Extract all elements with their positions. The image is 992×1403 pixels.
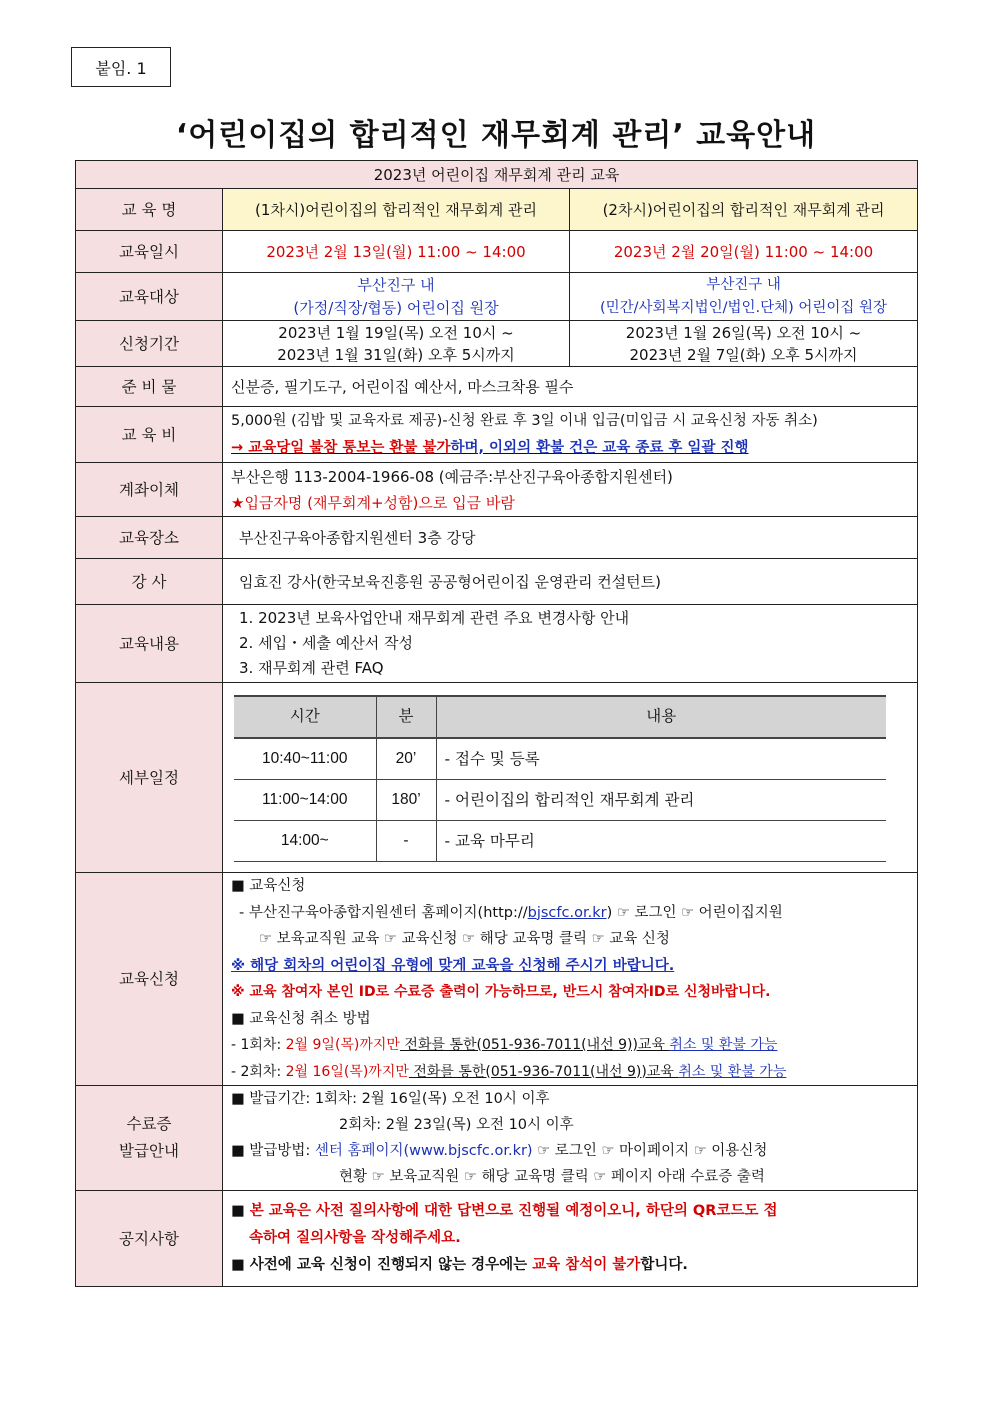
fee-line1: 5,000원 (김밥 및 교육자료 제공)-신청 완료 후 3일 이내 입금(미입금 시 교육신청 자동 취소) — [231, 412, 818, 429]
apply-2-line1: 2023년 1월 26일(목) 오전 10시 ~ — [625, 323, 862, 342]
notice-cell — [223, 1191, 918, 1287]
target-1-line2: (가정/직장/협동) 어린이집 원장 — [293, 298, 499, 317]
target-1-line1: 부산진구 내 — [357, 275, 435, 294]
schedule-cell — [223, 683, 918, 873]
row-label-account: 계좌이체 — [76, 463, 223, 517]
registration-note-1: ※ 해당 회차의 어린이집 유형에 맞게 교육을 신청해 주시기 바랍니다. — [231, 957, 675, 974]
registration-heading: ■ 교육신청 — [231, 878, 306, 894]
venue-text: 부산진구육아종합지원센터 3층 강당 — [223, 517, 918, 559]
schedule-time: 11:00~14:00 — [234, 780, 376, 821]
education-info-table — [75, 160, 918, 1287]
account-line1: 부산은행 113-2004-1966-08 (예금주:부산진구육아종합지원센터) — [231, 467, 673, 486]
certificate-homepage[interactable]: 센터 홈페이지(www.bjscfc.or.kr) — [314, 1143, 533, 1159]
schedule-time: 14:00~ — [234, 821, 376, 862]
account-cell — [223, 463, 918, 517]
row-label-schedule: 세부일정 — [76, 683, 223, 873]
notice-line2-c: 합니다. — [640, 1257, 688, 1273]
table-row — [234, 780, 886, 821]
schedule-header-minutes: 분 — [376, 696, 436, 738]
target-2-line1: 부산진구 내 — [706, 276, 781, 293]
table-row — [234, 738, 886, 780]
name-session-1: (1차시)어린이집의 합리적인 재무회계 관리 — [223, 189, 570, 231]
certificate-line1: ■ 발급기간: 1회차: 2월 16일(목) 오전 10시 이후 — [231, 1091, 550, 1107]
certificate-label-2: 발급안내 — [119, 1142, 179, 1160]
schedule-time: 10:40~11:00 — [234, 738, 376, 780]
row-label-notice: 공지사항 — [76, 1191, 223, 1287]
date-session-2: 2023년 2월 20일(월) 11:00 ~ 14:00 — [570, 231, 918, 273]
row-label-content: 교육내용 — [76, 605, 223, 683]
apply-period-session-2 — [570, 321, 918, 367]
notice-line1-cont: 속하여 질의사항을 작성해주세요. — [249, 1230, 461, 1246]
schedule-header-content: 내용 — [436, 696, 886, 738]
notice-not-allowed: 교육 참석이 불가 — [532, 1257, 641, 1273]
table-header: 2023년 어린이집 재무회계 관리 교육 — [76, 161, 918, 189]
notice-line2 — [231, 1252, 909, 1279]
row-label-date: 교육일시 — [76, 231, 223, 273]
cancel-heading: ■ 교육신청 취소 방법 — [231, 1010, 371, 1027]
registration-line1-pre: - 부산진구육아종합지원센터 홈페이지(http:// — [239, 904, 528, 921]
schedule-header-time: 시간 — [234, 696, 376, 738]
content-item-3: 3. 재무회계 관련 FAQ — [239, 659, 384, 677]
target-session-1 — [223, 273, 570, 321]
row-label-venue: 교육장소 — [76, 517, 223, 559]
certificate-line3 — [231, 1138, 909, 1164]
notice-bullet-1: ■ — [231, 1203, 250, 1219]
apply-2-line2: 2023년 2월 7일(화) 오후 5시까지 — [629, 345, 858, 364]
notice-line1 — [231, 1198, 909, 1225]
cancel2-a: - 2회차: — [231, 1063, 286, 1080]
certificate-line4: 현황 ☞ 보육교직원 ☞ 해당 교육명 클릭 ☞ 페이지 아래 수료증 출력 — [339, 1169, 765, 1185]
registration-line2: ☞ 보육교직원 교육 ☞ 교육신청 ☞ 해당 교육명 클릭 ☞ 교육 신청 — [259, 931, 670, 947]
cancel2-deadline: 2월 16일(목)까지만 — [285, 1063, 409, 1080]
fee-cell — [223, 407, 918, 463]
notice-qr-text: 본 교육은 사전 질의사항에 대한 답변으로 진행될 예정이오니, 하단의 QR코드도 접 — [249, 1203, 778, 1219]
schedule-content: - 접수 및 등록 — [436, 738, 886, 780]
date-session-1: 2023년 2월 13일(월) 11:00 ~ 14:00 — [223, 231, 570, 273]
content-item-1: 1. 2023년 보육사업안내 재무회계 관련 주요 변경사항 안내 — [239, 609, 630, 627]
cancel1-a: - 1회차: — [231, 1037, 286, 1053]
certificate-line3-c: ☞ 로그인 ☞ 마이페이지 ☞ 이용신청 — [532, 1143, 768, 1159]
row-label-instructor: 강 사 — [76, 559, 223, 605]
content-cell — [223, 605, 918, 683]
cancel1-phone: 전화를 통한(051-936-7011(내선 9))교육 — [399, 1037, 670, 1053]
certificate-line3-a: ■ 발급방법: — [231, 1143, 315, 1159]
supplies-text: 신분증, 필기도구, 어린이집 예산서, 마스크착용 필수 — [223, 367, 918, 407]
cancel-line-1 — [231, 1032, 913, 1059]
certificate-line2: 2회차: 2월 23일(목) 오전 10시 이후 — [339, 1117, 574, 1133]
certificate-cell — [223, 1086, 918, 1191]
cancel2-refund: 취소 및 환불 가능 — [678, 1063, 787, 1080]
page-title: ‘어린이집의 합리적인 재무회계 관리’ 교육안내 — [175, 118, 817, 153]
registration-cell — [223, 873, 918, 1086]
cancel2-phone: 전화를 통한(051-936-7011(내선 9))교육 — [408, 1063, 679, 1080]
apply-period-session-1 — [223, 321, 570, 367]
target-2-line2: (민간/사회복지법인/법인.단체) 어린이집 원장 — [599, 299, 888, 316]
certificate-label-1: 수료증 — [126, 1115, 172, 1133]
schedule-table — [234, 695, 886, 862]
target-session-2 — [570, 273, 918, 321]
registration-note-2: ※ 교육 참여자 본인 ID로 수료증 출력이 가능하므로, 반드시 참여자ID로 신청바랍니다. — [231, 984, 771, 1000]
homepage-link[interactable]: bjscfc.or.kr — [527, 904, 607, 921]
fee-refund-note: 하며, 이외의 환불 건은 교육 종료 후 일괄 진행 — [450, 439, 749, 456]
schedule-minutes: - — [376, 821, 436, 862]
cancel1-deadline: 2월 9일(목)까지만 — [285, 1037, 400, 1053]
attachment-label: 붙임. 1 — [71, 47, 171, 87]
row-label-apply-period: 신청기간 — [76, 321, 223, 367]
row-label-target: 교육대상 — [76, 273, 223, 321]
cancel1-refund: 취소 및 환불 가능 — [669, 1037, 778, 1053]
row-label-supplies: 준 비 물 — [76, 367, 223, 407]
row-label-registration: 교육신청 — [76, 873, 223, 1086]
apply-1-line1: 2023년 1월 19일(목) 오전 10시 ~ — [278, 323, 514, 342]
name-session-2: (2차시)어린이집의 합리적인 재무회계 관리 — [570, 189, 918, 231]
schedule-content: - 어린이집의 합리적인 재무회계 관리 — [436, 780, 886, 821]
row-label-fee: 교 육 비 — [76, 407, 223, 463]
cancel-line-2 — [231, 1059, 913, 1086]
account-line2: ★입금자명 (재무회계+성함)으로 입금 바람 — [231, 493, 515, 512]
schedule-content: - 교육 마무리 — [436, 821, 886, 862]
registration-line1-post: ) ☞ 로그인 ☞ 어린이집지원 — [606, 904, 783, 921]
schedule-minutes: 180’ — [376, 780, 436, 821]
registration-line1 — [231, 900, 913, 927]
table-row — [234, 821, 886, 862]
apply-1-line2: 2023년 1월 31일(화) 오후 5시까지 — [277, 345, 515, 364]
schedule-minutes: 20’ — [376, 738, 436, 780]
fee-line2 — [231, 435, 909, 462]
instructor-text: 임효진 강사(한국보육진흥원 공공형어린이집 운영관리 컨설턴트) — [223, 559, 918, 605]
notice-line2-a: ■ 사전에 교육 신청이 진행되지 않는 경우에는 — [231, 1257, 533, 1273]
content-item-2: 2. 세입・세출 예산서 작성 — [239, 634, 414, 652]
fee-no-refund: → 교육당일 불참 통보는 환불 불가 — [231, 439, 451, 456]
row-label-name: 교 육 명 — [76, 189, 223, 231]
row-label-certificate — [76, 1086, 223, 1191]
